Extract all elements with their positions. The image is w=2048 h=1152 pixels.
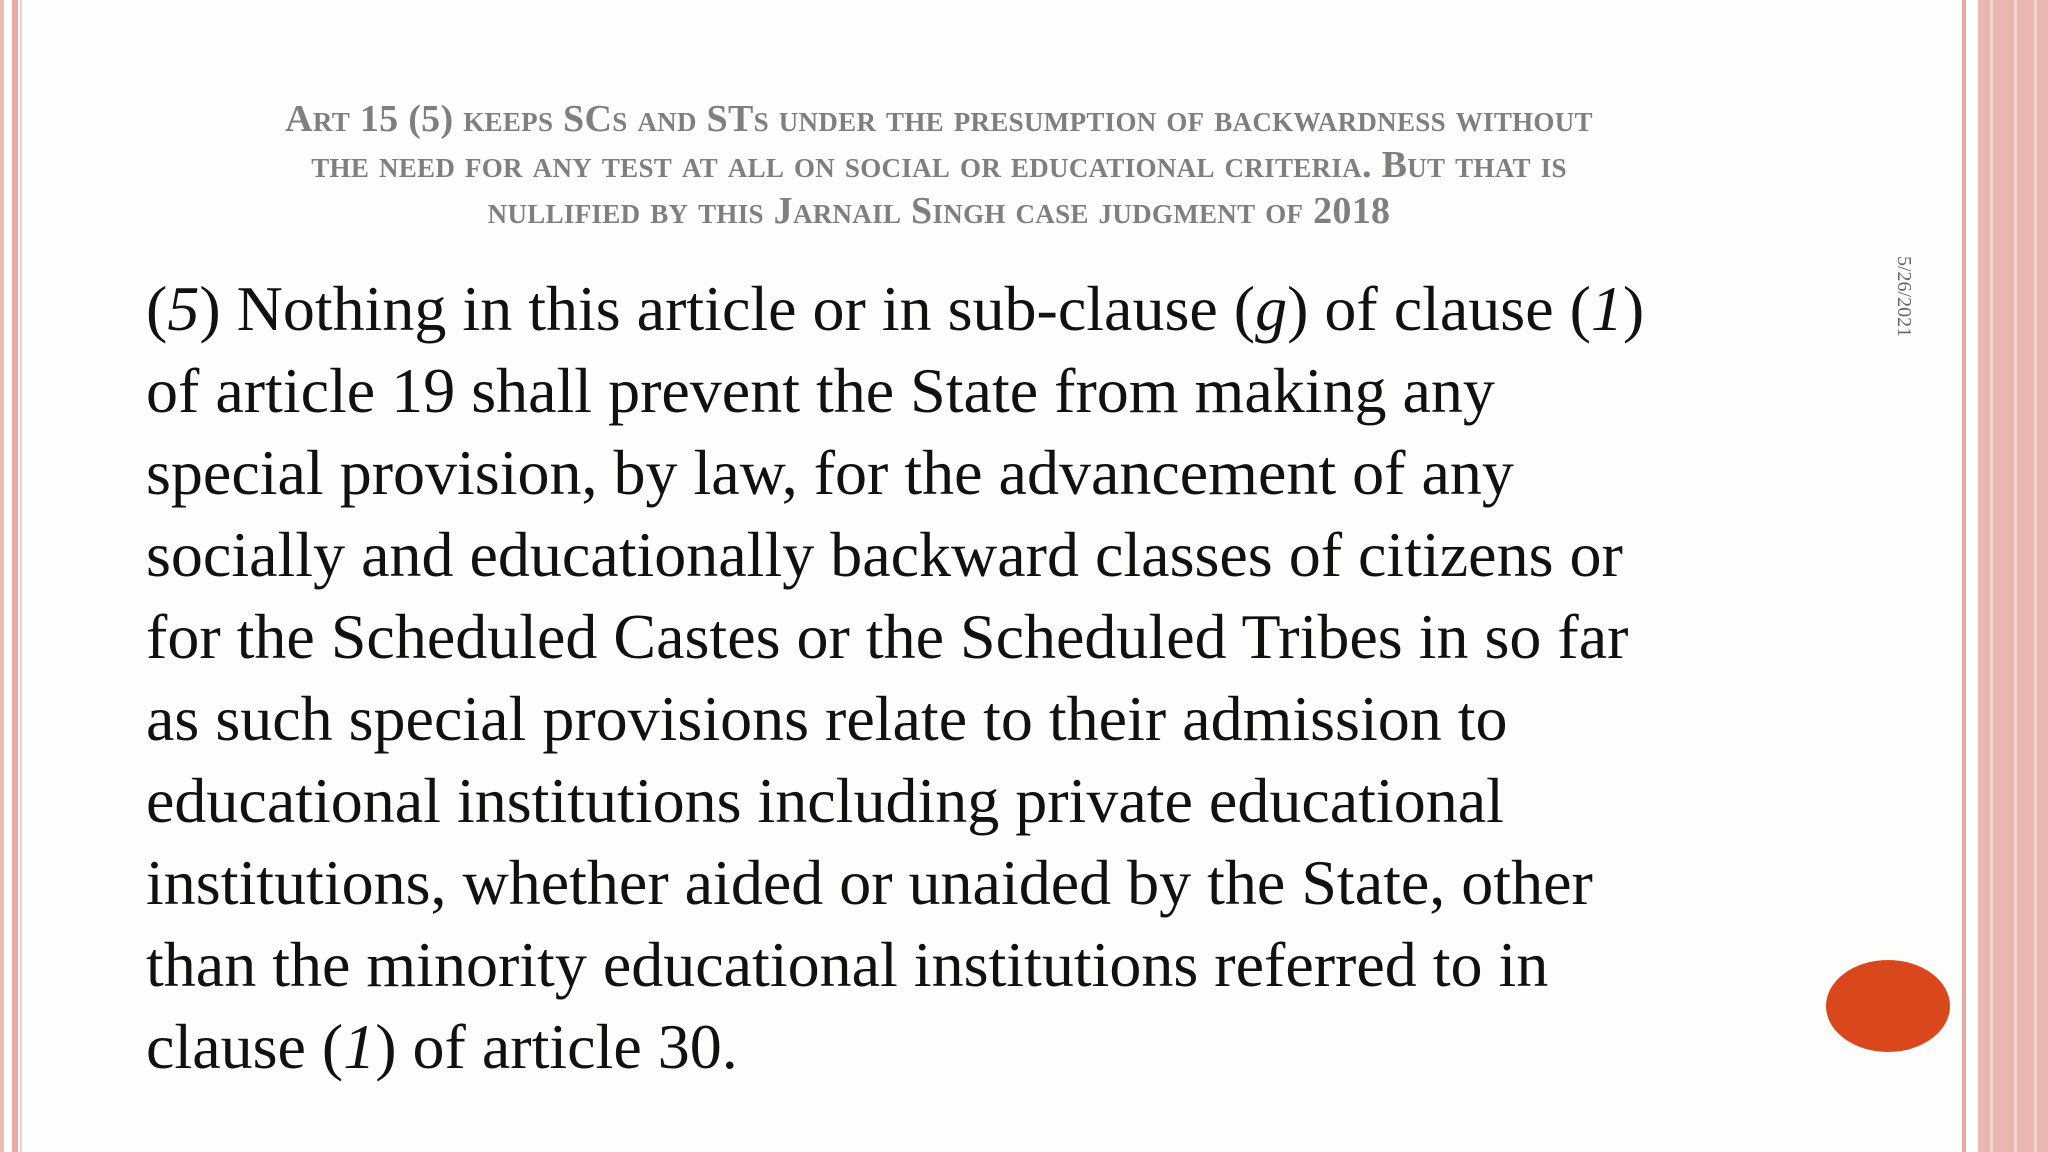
slide-body (146, 268, 1786, 1088)
title-line: Art 15 (5) keeps SCs and STs under the presumption of backwardness without (285, 98, 1593, 140)
title-line: nullified by this Jarnail Singh case judgment of 2018 (487, 190, 1391, 232)
body-line: educational institutions including private educational (146, 765, 1504, 836)
body-line: institutions, whether aided or unaided by the State, other (146, 847, 1593, 918)
left-border-stripe (12, 0, 18, 1152)
text-run: clause ( (146, 1011, 344, 1082)
body-line: for the Scheduled Castes or the Scheduled Tribes in so far (146, 601, 1629, 672)
left-border-stripe (20, 0, 22, 1152)
right-border-line (1990, 0, 1993, 1152)
slide-title (120, 96, 1758, 234)
body-line: than the minority educational institutions referred to in (146, 929, 1549, 1000)
body-line: special provision, by law, for the advancement of any (146, 437, 1514, 508)
text-run: ) (1622, 273, 1645, 344)
right-border-line (2014, 0, 2017, 1152)
clause-reference: 1 (1590, 273, 1623, 344)
title-line: the need for any test at all on social or educational criteria. But that is (311, 144, 1567, 186)
text-run: ) of article 30. (375, 1011, 738, 1082)
text-run: ) of clause ( (1287, 273, 1591, 344)
clause-number: 5 (167, 273, 200, 344)
left-border-stripe (0, 0, 4, 1152)
slide-date: 5/26/2021 (1893, 256, 1915, 338)
clause-reference: 1 (343, 1011, 376, 1082)
text-run: ) Nothing in this article or in sub-clause ( (199, 273, 1256, 344)
right-border-line (1962, 0, 1966, 1152)
body-line (146, 268, 1786, 350)
body-line (146, 1006, 1786, 1088)
body-line: of article 19 shall prevent the State from making any (146, 355, 1495, 426)
subclause-letter: g (1255, 273, 1288, 344)
text-run: ( (146, 273, 168, 344)
body-line: socially and educationally backward classes of citizens or (146, 519, 1623, 590)
orange-oval-decoration (1826, 960, 1950, 1052)
body-line: as such special provisions relate to their admission to (146, 683, 1508, 754)
right-border-band (1978, 0, 2048, 1152)
right-border-line (2034, 0, 2037, 1152)
